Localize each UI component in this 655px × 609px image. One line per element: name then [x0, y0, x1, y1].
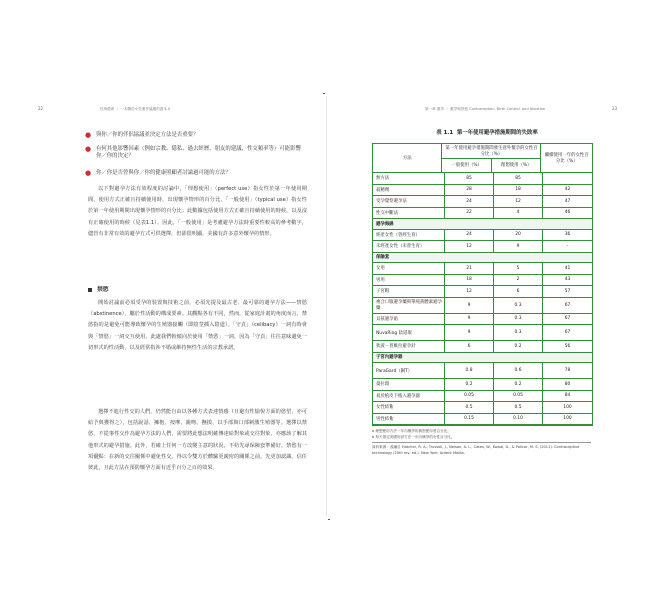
cell-continue: 67: [564, 316, 571, 322]
cell-perfect: 0.05: [494, 391, 543, 402]
cell-method: 複合口服避孕藥與單純黃體素避孕藥: [373, 298, 445, 313]
table-note-b: b 每天指定美國用該方法一年內懷孕的女性百分比。: [372, 434, 455, 439]
cell-continue: 67: [564, 302, 571, 308]
cell-method: 狄波－普維拉避孕針: [373, 341, 445, 352]
table-notes: [372, 429, 591, 456]
running-head-right: 第一章 避孕 ｜ 避孕與禁慾 Contraception, Birth Control, and Abortion: [425, 107, 546, 111]
table-row: [373, 230, 592, 242]
cell-typical: 12: [445, 241, 494, 252]
cell-typical: 9: [445, 314, 494, 325]
cell-perfect: 0.3: [494, 314, 543, 325]
paragraph-use-definitions: 以下對避孕方法有效程度的討論中，「理想使用」（perfect use）指女性於第一年使用期間，使用方式正確且持續使用時，出現懷孕情形的百分比，「一般使用」（typical use）指女性於第一年使用期間出現懷孕情形的百分比；此數據包括使用方式正確且持續使用的時候，以及沒有正確使用的時候（見表1.1）。因此，「一般使用」是考慮避孕方法時重要性較高的參考數字，儘管有非常有效的避孕方式可供選擇，但卻很明顯，美國有許多意外懷孕的情形。: [88, 186, 307, 237]
cell-method: 受孕覺察避孕法: [373, 196, 445, 207]
cell-typical: 22: [445, 208, 494, 219]
cell-method: 女性結紮: [373, 402, 445, 413]
cell-continue: 42: [564, 187, 571, 193]
cell-typical: 12: [445, 286, 494, 297]
cell-method: 男用: [373, 275, 445, 286]
cell-continue: 56: [564, 343, 571, 349]
cell-method: NuvaRing 陰道環: [373, 325, 445, 340]
cell-continue: [543, 173, 592, 184]
crop-mark: [328, 519, 330, 520]
cell-method: 易於植皮下植入避孕器: [373, 391, 445, 402]
cell-continue: 36: [564, 232, 571, 238]
bullet-icon: ●: [85, 169, 92, 177]
cell-method: 貝茲避孕貼: [373, 314, 445, 325]
cell-typical: 24: [445, 230, 494, 241]
cell-perfect: 2: [494, 275, 543, 286]
cell-perfect: 0.3: [494, 325, 543, 340]
cell-method: 經產女性（曾經生育）: [373, 230, 445, 241]
table-source: 資料來源：改編自 Hatcher, R. A., Trussell, J., Nelson, A. L., Cates, W., Kowal, D., & Policar, M. S. (2011). Contraceptive technology (20th rev. ed.). New York: Ardent Media.: [372, 442, 591, 456]
col-group-header: [442, 144, 541, 172]
cell-continue: 43: [564, 277, 571, 283]
table-row: [373, 402, 592, 414]
cell-method: 未經產女性（未曾生育）: [373, 241, 445, 252]
cell-perfect: 85: [494, 173, 543, 184]
cell-continue: -: [566, 243, 569, 249]
cell-continue: 46: [564, 210, 571, 216]
col-header-continue: 繼續使用一年的女性百分比（%）: [544, 153, 589, 164]
running-head-left: 性與藝術 ｜ 一本關於女性避孕議題的書本 II: [100, 107, 171, 111]
cell-continue: 78: [564, 368, 571, 373]
table-note-a: a 理想使用方法一年內懷孕的典型使用者百分比。: [372, 429, 451, 433]
table-row: [373, 208, 592, 220]
cell-method: 曼拉環: [373, 379, 445, 390]
cell-continue: 47: [564, 198, 571, 204]
paragraph-abstinence: 開始討論前必須受孕的裝置與技術之前，必須先提及最古老、最可靠的避孕方法——禁慾（abstinence），屬於性活動的構成要素。其觀點各有不同，然而，從家庭計畫的角度而言，禁慾指的是避免可能導致懷孕的生殖器接觸（即陰莖插入陰道）。「守貞」（celibacy）一詞有時會與「禁慾」一詞交互使用，此處我們較傾向於使用「禁慾」一詞，因為「守貞」往往意味避免一切形式的性活動，以及經常指涉不婚或維持無性生活的宗教承諾。: [88, 300, 307, 351]
table-row: [373, 391, 592, 403]
cell-typical: 28: [445, 185, 494, 196]
cell-continue: 100: [563, 404, 572, 410]
cell-perfect: 0.3: [494, 298, 543, 313]
cell-method: 子宮帽: [373, 286, 445, 297]
paragraph-choosing-abstinence: 選擇不進行性交的人們，仍然能自由以各種方式表達情感（且避有性愉悅方面的慾望，亦可給予與獲得之），包括說話、擁抱、按摩、親吻、撫摸、以手部與口部刺激生殖器等。選擇以禁慾，不從事性交作為避孕方法的人們，需要將此想法明確傳達給對象或交往對象，亦應該了解其他形式的避孕措施。此外，若確上任何一方改變主意的狀況，不妨先尋保險套準備好。禁慾有一項優點：在新的交往關係中避免性交，得以令雙方於體驗更親密的關係之前，先更加認識、信任彼此，且此方法在預防懷孕方面有近乎百分之百的效果。: [88, 409, 307, 472]
table-group-header: 避孕海綿: [373, 219, 592, 230]
cell-perfect: 0.6: [494, 363, 543, 378]
table-row: [373, 314, 592, 326]
cell-typical: 9: [445, 325, 494, 340]
table-row: [373, 275, 592, 287]
col-header-perfect: 理想使用（%）: [500, 163, 532, 169]
crop-mark: [323, 93, 325, 94]
cell-perfect: 12: [494, 196, 543, 207]
cell-continue: 80: [564, 381, 571, 387]
table-row: [373, 414, 592, 426]
table-row: [373, 286, 592, 298]
cell-method: 無方法: [373, 173, 445, 184]
table-row: [373, 325, 592, 341]
table-row: [373, 185, 592, 197]
table-group-header: 子宮內避孕器: [373, 353, 592, 364]
cell-continue: 100: [563, 416, 572, 422]
table-row: [373, 263, 592, 275]
col-header-typical: 一般使用（%）: [442, 159, 492, 173]
cell-perfect: 0.10: [494, 414, 543, 425]
table-group-header: 保險套: [373, 253, 592, 264]
table-row: [373, 341, 592, 353]
col-group-label: 第一年使用避孕措施期間發生意外懷孕的女性百分比（%）: [442, 144, 540, 159]
table-body: [373, 173, 592, 425]
cell-typical: 0.15: [445, 414, 494, 425]
cell-perfect: 6: [494, 286, 543, 297]
cell-typical: 0.05: [445, 391, 494, 402]
section-heading-abstinence: 禁慾: [88, 284, 109, 293]
cell-perfect: 18: [494, 185, 543, 196]
cell-method: 男性結紮: [373, 414, 445, 425]
cell-perfect: 0.2: [494, 379, 543, 390]
cell-method: ParaGard（銅T）: [373, 363, 445, 378]
cell-typical: 0.8: [445, 363, 494, 378]
cell-perfect: 0.5: [494, 402, 543, 413]
page-number-left: 22: [38, 106, 44, 111]
cell-typical: 9: [445, 298, 494, 313]
cell-perfect: 20: [494, 230, 543, 241]
cell-perfect: 0.2: [494, 341, 543, 352]
failure-rate-table: [372, 143, 593, 426]
table-row: [373, 196, 592, 208]
cell-perfect: 9: [494, 241, 543, 252]
table-header: [373, 144, 592, 173]
table-row: [373, 379, 592, 391]
page-number-right: 23: [612, 106, 618, 111]
bullet-icon: ●: [85, 145, 92, 153]
cell-continue: 57: [564, 288, 571, 294]
bullet-item-3: ● 你／你是否曾與你／你的健康照顧者討論過可能的方法？: [85, 169, 231, 177]
table-row: [373, 298, 592, 314]
cell-perfect: 5: [494, 263, 543, 274]
bullet-icon: ●: [85, 131, 92, 139]
cell-typical: 24: [445, 196, 494, 207]
col-header-method: 方法: [373, 144, 442, 172]
bullet-item-1: ● 與你／你的伴侶協議並決定方法是否重要？: [85, 131, 199, 139]
cell-typical: 85: [445, 173, 494, 184]
table-row: [373, 363, 592, 379]
cell-method: 性交中斷法: [373, 208, 445, 219]
cell-typical: 6: [445, 341, 494, 352]
cell-perfect: 4: [494, 208, 543, 219]
gutter: [326, 96, 327, 516]
square-bullet-icon: [88, 288, 92, 292]
table-caption: 表 1.1 第一年使用避孕措施期間的失敗率: [436, 130, 538, 136]
cell-typical: 0.5: [445, 402, 494, 413]
table-row: [373, 241, 592, 253]
cell-continue: 67: [564, 330, 571, 335]
table-row: [373, 173, 592, 185]
cell-continue: 84: [564, 393, 571, 399]
cell-continue: 41: [564, 265, 571, 271]
cell-typical: 0.2: [445, 379, 494, 390]
cell-method: 殺精劑: [373, 185, 445, 196]
cell-typical: 21: [445, 263, 494, 274]
cell-typical: 18: [445, 275, 494, 286]
bullet-item-2: ● 有何其他影響因素（例如宗教、隱私、過去經歷、朋友的建議、性交頻率等）可能影響你／你的決定？: [85, 145, 301, 159]
cell-method: 女用: [373, 263, 445, 274]
